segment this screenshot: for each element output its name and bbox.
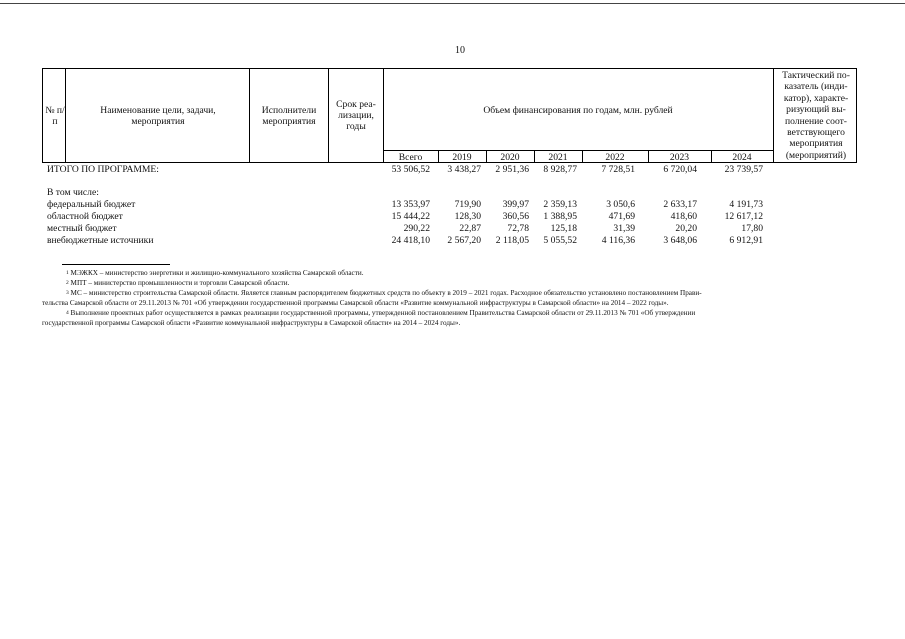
cell-value: 5 055,52 bbox=[543, 235, 577, 246]
header-funding: Объем финансирования по годам, млн. рублей bbox=[483, 105, 673, 116]
header-indicator: Тактический по-казатель (инди-катор), характе-ризующий вы-полнение соот-ветствующего мероприятия (мероприятий) bbox=[782, 70, 850, 161]
footnote: $^1$ МЭЖКХ – министерство энергетики и жилищно-коммунального хозяйства Самарской области. bbox=[66, 269, 364, 277]
column-divider bbox=[249, 69, 250, 162]
footnote-separator bbox=[62, 264, 170, 265]
cell-value: 128,30 bbox=[454, 211, 481, 222]
table-header bbox=[42, 68, 857, 163]
cell-value: 1 388,95 bbox=[543, 211, 577, 222]
cell-value: 4 191,73 bbox=[729, 199, 763, 210]
header-name: Наименование цели, задачи, мероприятия bbox=[100, 105, 216, 127]
row-label: ИТОГО ПО ПРОГРАММЕ: bbox=[47, 164, 159, 175]
cell-value: 22,87 bbox=[459, 223, 481, 234]
header-num: № п/п bbox=[45, 105, 65, 127]
footnote: $^3$ МС – министерство строительства Самарской области. Является главным распорядителем бюджетных средств по объекту в 2019 – 2021 годах. Расходное обязательство установлено постановлением Прави- bbox=[66, 289, 702, 297]
cell-value: 2 567,20 bbox=[447, 235, 481, 246]
cell-value: 3 648,06 bbox=[663, 235, 697, 246]
cell-total: 290,22 bbox=[403, 223, 430, 234]
header-year: 2021 bbox=[548, 152, 568, 163]
cell-value: 8 928,77 bbox=[543, 164, 577, 175]
cell-value: 2 633,17 bbox=[663, 199, 697, 210]
cell-value: 4 116,36 bbox=[601, 235, 635, 246]
cell-value: 23 739,57 bbox=[724, 164, 763, 175]
cell-value: 719,90 bbox=[454, 199, 481, 210]
cell-value: 2 951,36 bbox=[495, 164, 529, 175]
cell-value: 17,80 bbox=[741, 223, 763, 234]
cell-value: 6 720,04 bbox=[663, 164, 697, 175]
row-label: федеральный бюджет bbox=[47, 199, 136, 210]
row-label: местный бюджет bbox=[47, 223, 117, 234]
header-year: 2023 bbox=[669, 152, 690, 163]
cell-value: 360,56 bbox=[502, 211, 529, 222]
footnote-continuation: государственной программы Самарской области «Развитие коммунальной инфраструктуры в Самарской области» на 2014 – 2024 годы». bbox=[42, 319, 461, 327]
row-label: областной бюджет bbox=[47, 211, 123, 222]
row-label: В том числе: bbox=[47, 187, 99, 198]
cell-value: 2 359,13 bbox=[543, 199, 577, 210]
cell-value: 72,78 bbox=[507, 223, 529, 234]
header-total: Всего bbox=[398, 152, 423, 163]
cell-value: 399,97 bbox=[502, 199, 529, 210]
cell-value: 3 438,27 bbox=[447, 164, 481, 175]
header-year: 2024 bbox=[732, 152, 752, 163]
cell-value: 2 118,05 bbox=[495, 235, 529, 246]
cell-total: 15 444,22 bbox=[391, 211, 430, 222]
cell-total: 13 353,97 bbox=[391, 199, 430, 210]
footnote-continuation: тельства Самарской области от 29.11.2013 № 701 «Об утверждении государственной программы Самарской области «Развитие коммунальной инфраструктуры в Самарской области» на 2014 – 2022 годы». bbox=[42, 299, 669, 307]
footnote: $^2$ МПТ – министерство промышленности и торговли Самарской области. bbox=[66, 279, 290, 287]
header-executors: Исполнители мероприятия bbox=[261, 105, 317, 127]
row-label: внебюджетные источники bbox=[47, 235, 154, 246]
cell-total: 53 506,52 bbox=[391, 164, 430, 175]
page-top-border bbox=[0, 3, 905, 4]
cell-value: 3 050,6 bbox=[606, 199, 635, 210]
cell-value: 471,69 bbox=[608, 211, 635, 222]
cell-total: 24 418,10 bbox=[391, 235, 430, 246]
footnote: $^4$ Выполнение проектных работ осуществляется в рамках реализации государственной программы, утвержденной постановлением Правительства Самарской области от 29.11.2013 № 701 «Об утверждении bbox=[66, 309, 696, 317]
header-year: 2022 bbox=[605, 152, 625, 163]
header-term: Срок реа-лизации, годы bbox=[336, 99, 376, 132]
column-divider bbox=[328, 69, 329, 162]
page-number: 10 bbox=[455, 45, 465, 56]
cell-value: 7 728,51 bbox=[601, 164, 635, 175]
header-year: 2019 bbox=[452, 152, 472, 163]
cell-value: 31,39 bbox=[613, 223, 635, 234]
cell-value: 6 912,91 bbox=[729, 235, 763, 246]
column-divider bbox=[773, 69, 774, 162]
cell-value: 12 617,12 bbox=[724, 211, 763, 222]
column-divider bbox=[65, 69, 66, 162]
cell-value: 20,20 bbox=[675, 223, 697, 234]
cell-value: 125,18 bbox=[550, 223, 577, 234]
cell-value: 418,60 bbox=[670, 211, 697, 222]
header-year: 2020 bbox=[500, 152, 520, 163]
